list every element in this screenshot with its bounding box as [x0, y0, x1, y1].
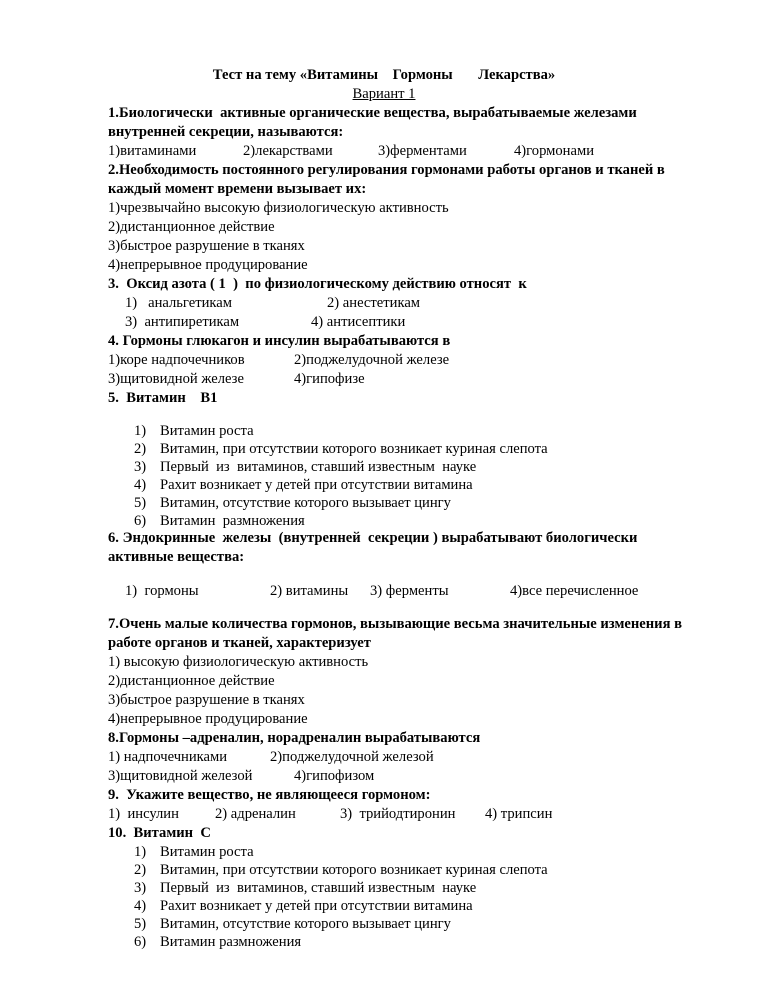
- question-text: 7.Очень малые количества гормонов, вызывающие весьма значительные изменения в: [108, 616, 683, 632]
- answer-option: 4)гипофизе: [294, 371, 365, 387]
- answer-option: 4) трипсин: [485, 806, 553, 822]
- question-text: 6. Эндокринные железы (внутренней секреции ) вырабатывают биологически: [108, 530, 638, 546]
- answer-option: 4)гипофизом: [294, 768, 375, 784]
- answer-option: 3) антипиретикам: [125, 314, 240, 330]
- question-text: активные вещества:: [108, 549, 245, 565]
- question-text: каждый момент времени вызывает их:: [108, 181, 367, 197]
- answer-option: Первый из витаминов, ставший известным науке: [160, 880, 477, 896]
- answer-option: Витамин, при отсутствии которого возникает куриная слепота: [160, 862, 548, 878]
- answer-option: Витамин размножения: [160, 513, 305, 529]
- answer-option: 3)щитовидной железе: [108, 371, 244, 387]
- question-text: 10. Витамин С: [108, 825, 211, 841]
- answer-option: 3)быстрое разрушение в тканях: [108, 692, 305, 708]
- answer-option: 4)гормонами: [514, 143, 595, 159]
- answer-option: 3) ферменты: [370, 583, 449, 599]
- list-number: 2): [134, 862, 147, 878]
- answer-option: 2)дистанционное действие: [108, 673, 275, 689]
- answer-option: 2)поджелудочной железе: [294, 352, 450, 368]
- question-text: внутренней секреции, называются:: [108, 124, 344, 140]
- question-text: работе органов и тканей, характеризует: [108, 635, 371, 651]
- answer-option: 1) инсулин: [108, 806, 179, 822]
- answer-option: 1) гормоны: [125, 583, 199, 599]
- answer-option: 4)все перечисленное: [510, 583, 639, 599]
- question-text: 3. Оксид азота ( 1 ) по физиологическому действию относят к: [108, 276, 527, 292]
- answer-option: 2)дистанционное действие: [108, 219, 275, 235]
- question-text: 2.Необходимость постоянного регулирования гормонами работы органов и тканей в: [108, 162, 665, 178]
- question-text: 1.Биологически активные органические вещества, вырабатываемые железами: [108, 105, 637, 121]
- answer-option: 1) надпочечниками: [108, 749, 228, 765]
- list-number: 1): [134, 423, 147, 439]
- question-text: 4. Гормоны глюкагон и инсулин вырабатываются в: [108, 333, 451, 349]
- answer-option: 4)непрерывное продуцирование: [108, 257, 308, 273]
- answer-option: 1)витаминами: [108, 143, 197, 159]
- list-number: 2): [134, 441, 147, 457]
- answer-option: 2) витамины: [270, 583, 349, 599]
- answer-option: 3) трийодтиронин: [340, 806, 456, 822]
- answer-option: 1) высокую физиологическую активность: [108, 654, 369, 670]
- list-number: 6): [134, 934, 147, 950]
- answer-option: 3)ферментами: [378, 143, 467, 159]
- list-number: 6): [134, 513, 147, 529]
- answer-option: Рахит возникает у детей при отсутствии витамина: [160, 898, 473, 914]
- answer-option: 2)поджелудочной железой: [270, 749, 434, 765]
- answer-option: 2)лекарствами: [243, 143, 333, 159]
- variant-label: Вариант 1: [352, 86, 416, 102]
- list-number: 5): [134, 916, 147, 932]
- answer-option: Рахит возникает у детей при отсутствии витамина: [160, 477, 473, 493]
- answer-option: 3)щитовидной железой: [108, 768, 253, 784]
- answer-option: 2) адреналин: [215, 806, 296, 822]
- answer-option: Витамин роста: [160, 423, 254, 439]
- answer-option: 1) анальгетикам: [125, 295, 232, 311]
- page-title: Тест на тему «Витамины Гормоны Лекарства»: [212, 67, 556, 83]
- list-number: 1): [134, 844, 147, 860]
- answer-option: 1)коре надпочечников: [108, 352, 245, 368]
- answer-option: Витамин размножения: [160, 934, 302, 950]
- question-text: 5. Витамин В1: [108, 390, 218, 406]
- answer-option: Витамин, отсутствие которого вызывает цингу: [160, 495, 451, 511]
- question-text: 8.Гормоны –адреналин, норадреналин вырабатываются: [108, 730, 481, 746]
- answer-option: 1)чрезвычайно высокую физиологическую активность: [108, 200, 449, 216]
- list-number: 3): [134, 459, 147, 475]
- answer-option: Первый из витаминов, ставший известным науке: [160, 459, 477, 475]
- answer-option: Витамин роста: [160, 844, 254, 860]
- question-text: 9. Укажите вещество, не являющееся гормоном:: [108, 787, 431, 803]
- answer-option: 4)непрерывное продуцирование: [108, 711, 308, 727]
- answer-option: Витамин, при отсутствии которого возникает куриная слепота: [160, 441, 548, 457]
- list-number: 3): [134, 880, 147, 896]
- list-number: 4): [134, 477, 147, 493]
- answer-option: 2) анестетикам: [327, 295, 421, 311]
- list-number: 4): [134, 898, 147, 914]
- list-number: 5): [134, 495, 147, 511]
- answer-option: 4) антисептики: [311, 314, 406, 330]
- answer-option: Витамин, отсутствие которого вызывает цингу: [160, 916, 451, 932]
- answer-option: 3)быстрое разрушение в тканях: [108, 238, 305, 254]
